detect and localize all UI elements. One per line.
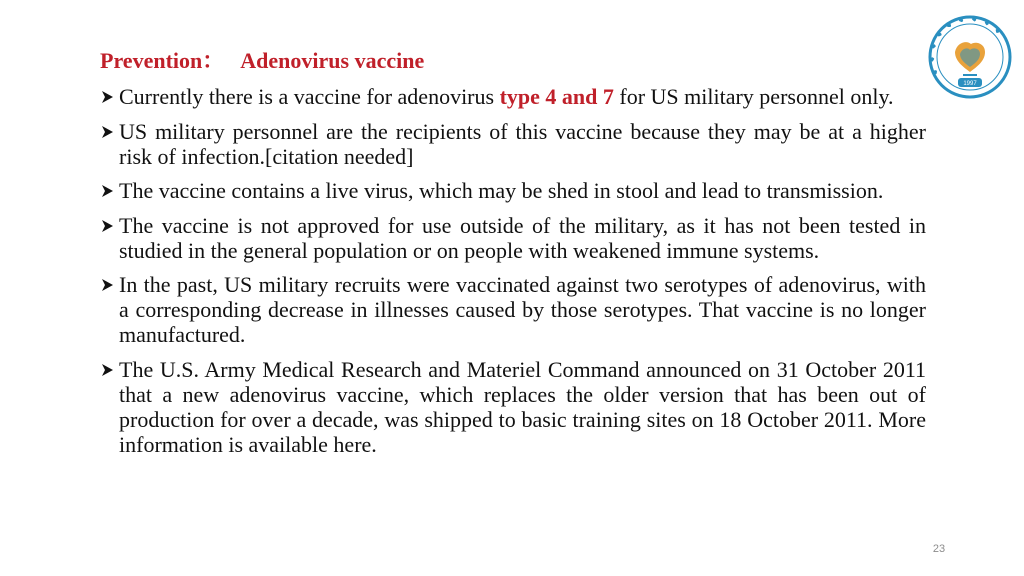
bullet-item [100, 84, 926, 109]
bullet-text: Currently there is a vaccine for adenovirus [119, 84, 500, 109]
bullet-list [100, 84, 926, 466]
bullet-highlight: type 4 and 7 [499, 84, 614, 109]
bullet-item [100, 213, 926, 263]
bullet-text: The vaccine is not approved for use outside of the military, as it has not been tested in studied in the general population or on people with weakened immune systems. [119, 212, 926, 263]
page-number: 23 [932, 543, 946, 555]
institution-seal-icon [927, 14, 1013, 100]
bullet-text: US military personnel are the recipients of this vaccine because they may be at a higher risk of infection.[citation needed] [119, 118, 926, 169]
bullet-item [100, 178, 926, 203]
bullet-text: The U.S. Army Medical Research and Materiel Command announced on 31 October 2011 that a new adenovirus vaccine, which replaces the older version that has been out of production for over a decade, was shipped to basic training sites on 18 October 2011. More information is available here. [119, 356, 926, 457]
arrow-bullet-icon [100, 213, 118, 238]
bullet-item [100, 119, 926, 169]
arrow-bullet-icon [100, 178, 118, 203]
arrow-bullet-icon [100, 272, 118, 297]
bullet-text: for US military personnel only. [613, 84, 894, 109]
arrow-bullet-icon [100, 84, 118, 109]
bullet-text: In the past, US military recruits were vaccinated against two serotypes of adenovirus, with a corresponding decrease in illnesses caused by those serotypes. That vaccine is no longer manufactured. [119, 272, 926, 347]
bullet-item [100, 272, 926, 347]
heading-separator: ： [202, 48, 225, 73]
heading-label: Prevention [100, 48, 203, 73]
bullet-text: The vaccine contains a live virus, which may be shed in stool and lead to transmission. [119, 178, 884, 203]
slide-heading [100, 47, 424, 75]
logo-year: 1997 [963, 81, 977, 87]
arrow-bullet-icon [100, 357, 118, 382]
arrow-bullet-icon [100, 119, 118, 144]
bullet-item [100, 357, 926, 457]
heading-title: Adenovirus vaccine [240, 48, 425, 73]
